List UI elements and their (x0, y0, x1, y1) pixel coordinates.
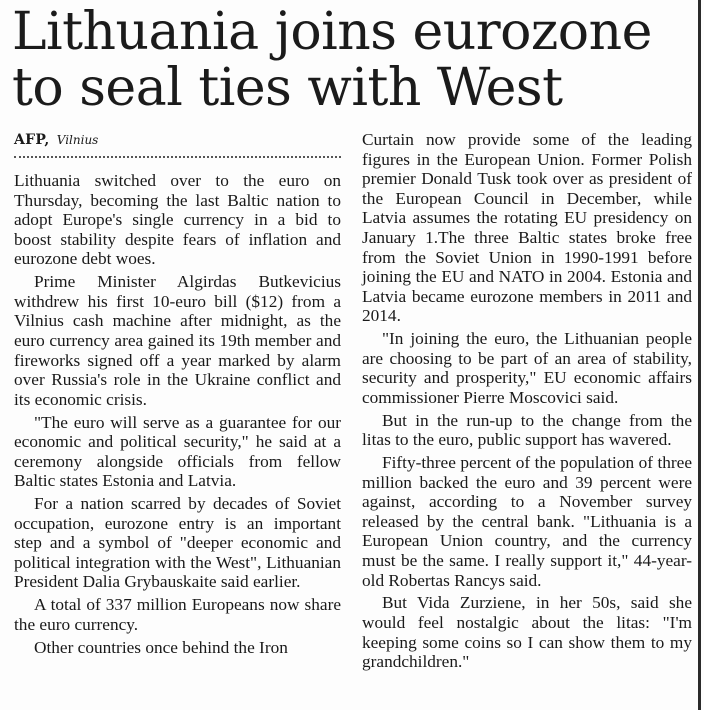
paragraph: "In joining the euro, the Lithuanian people are choosing to be part of an area of stability, security and prosperity," EU economic affairs commissioner Pierre Moscovici said. (362, 329, 692, 407)
paragraph: But Vida Zurziene, in her 50s, said she would feel nostalgic about the litas: "I'm keeping some coins so I can show them to my grandchildren." (362, 593, 692, 672)
paragraph: Other countries once behind the Iron (34, 637, 288, 657)
paragraph: But in the run-up to the change from the litas to the euro, public support has wavered. (362, 410, 692, 450)
headline-line-1: Lithuania joins eurozone (12, 2, 652, 62)
paragraph: Fifty-three percent of the population of three million backed the euro and 39 percent were against, according to a November survey released by the central bank. "Lithuania is a European Union country, and the currency must be the same. I really support it," 44-year-old Robertas Rancys said. (362, 453, 692, 590)
headline-line-2: to seal ties with West (12, 58, 563, 118)
article-column-left (14, 171, 341, 660)
byline-agency: AFP, (14, 132, 50, 148)
paragraph: For a nation scarred by decades of Soviet occupation, eurozone entry is an important step and a symbol of "deeper economic and political integration with the West", Lithuanian President Dalia Grybauskaite said earlier. (14, 494, 341, 592)
headline (12, 4, 692, 116)
paragraph: "The euro will serve as a guarantee for our economic and political security," he said at a ceremony alongside officials from fellow Baltic states Estonia and Latvia. (14, 412, 341, 491)
paragraph: Lithuania switched over to the euro on Thursday, becoming the last Baltic nation to adopt Europe's single currency in a bid to boost stability despite fears of inflation and eurozone debt woes. (14, 171, 341, 269)
article-column-right (362, 130, 692, 675)
byline (14, 132, 98, 149)
dotted-separator (14, 156, 341, 158)
paragraph: Curtain now provide some of the leading figures in the European Union. Former Polish premier Donald Tusk took over as president of the European Council in December, while Latvia assumes the rotating EU presidency on January 1.The three Baltic states broke free from the Soviet Union in 1990-1991 before joining the EU and NATO in 2004. Estonia and Latvia became eurozone members in 2011 and 2014. (362, 130, 692, 326)
column-edge-rule (698, 0, 701, 710)
paragraph: Prime Minister Algirdas Butkevicius withdrew his first 10-euro bill ($12) from a Vilnius cash machine after midnight, as the euro currency area gained its 19th member and fireworks signed off a year marked by alarm over Russia's role in the Ukraine conflict and its economic crisis. (14, 272, 341, 409)
byline-place: Vilnius (56, 133, 99, 147)
paragraph: A total of 337 million Europeans now share the euro currency. (14, 595, 341, 634)
